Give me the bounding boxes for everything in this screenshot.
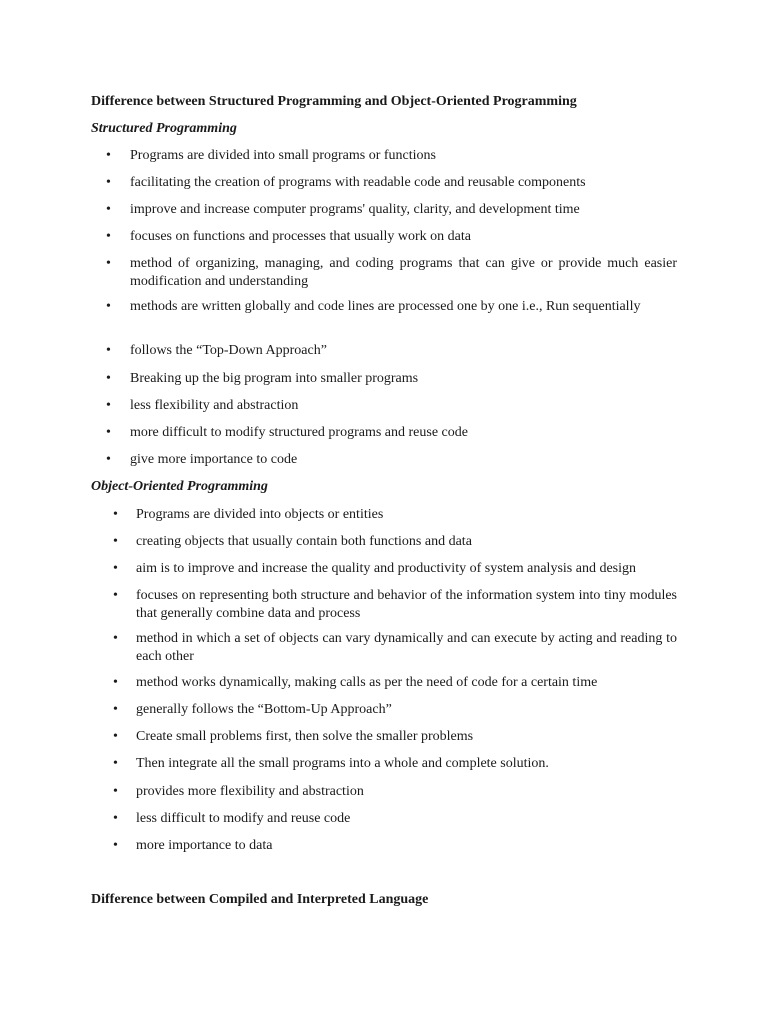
bullet-icon: •	[113, 507, 118, 522]
list-item-text: Then integrate all the small programs into a whole and complete solution.	[136, 756, 549, 771]
list-item	[113, 630, 677, 665]
list-item	[113, 837, 677, 855]
list-item	[113, 560, 677, 578]
bullet-icon: •	[113, 811, 118, 826]
bullet-icon: •	[113, 561, 118, 576]
bullet-icon: •	[106, 452, 111, 467]
bullet-icon: •	[113, 675, 118, 690]
list-item-text: improve and increase computer programs' quality, clarity, and development time	[130, 202, 580, 217]
bullet-icon: •	[113, 702, 118, 717]
list-item	[113, 810, 677, 828]
list-item	[113, 533, 677, 551]
bullet-icon: •	[113, 756, 118, 771]
list-item	[106, 298, 677, 316]
bullet-icon: •	[113, 729, 118, 744]
list-item	[113, 701, 677, 719]
heading-object-oriented-programming: Object-Oriented Programming	[91, 479, 268, 494]
list-item	[113, 506, 677, 524]
bullet-icon: •	[113, 534, 118, 549]
list-item-text: provides more flexibility and abstraction	[136, 784, 364, 799]
section-title-compiled-vs-interpreted: Difference between Compiled and Interpreted Language	[91, 892, 429, 907]
bullet-icon: •	[106, 343, 111, 358]
bullet-icon: •	[106, 148, 111, 163]
bullet-icon: •	[113, 588, 118, 603]
list-item	[113, 755, 677, 773]
section-title-structured-vs-oop: Difference between Structured Programming and Object-Oriented Programming	[91, 94, 577, 109]
list-item	[113, 587, 677, 622]
bullet-icon: •	[106, 229, 111, 244]
list-item-text: focuses on representing both structure and behavior of the information system into tiny modules that generally combine data and process	[136, 588, 677, 621]
list-item-text: Programs are divided into objects or entities	[136, 507, 384, 522]
list-item	[113, 728, 677, 746]
list-item-text: methods are written globally and code lines are processed one by one i.e., Run sequentially	[130, 299, 641, 314]
list-item	[106, 397, 677, 415]
list-item-text: less difficult to modify and reuse code	[136, 811, 351, 826]
list-item-text: generally follows the “Bottom-Up Approach”	[136, 702, 392, 717]
list-item-text: aim is to improve and increase the quality and productivity of system analysis and design	[136, 561, 637, 576]
list-item-text: method in which a set of objects can vary dynamically and can execute by acting and reading to each other	[136, 631, 677, 664]
list-item-text: Programs are divided into small programs or functions	[130, 148, 436, 163]
bullet-icon: •	[106, 202, 111, 217]
bullet-icon: •	[106, 299, 111, 314]
bullet-icon: •	[113, 784, 118, 799]
list-item-text: more importance to data	[136, 838, 273, 853]
list-item	[106, 370, 677, 388]
bullet-icon: •	[106, 371, 111, 386]
list-item-text: creating objects that usually contain both functions and data	[136, 534, 472, 549]
list-item	[106, 174, 677, 192]
bullet-icon: •	[106, 425, 111, 440]
heading-structured-programming: Structured Programming	[91, 121, 237, 136]
list-item-text: facilitating the creation of programs with readable code and reusable components	[130, 175, 586, 190]
bullet-icon: •	[106, 175, 111, 190]
bullet-icon: •	[106, 398, 111, 413]
list-item	[106, 255, 677, 290]
list-item-text: give more importance to code	[130, 452, 298, 467]
list-item	[113, 674, 677, 692]
list-item-text: more difficult to modify structured programs and reuse code	[130, 425, 468, 440]
list-item-text: method works dynamically, making calls as per the need of code for a certain time	[136, 675, 598, 690]
bullet-icon: •	[106, 256, 111, 271]
list-item	[106, 342, 677, 360]
list-item	[106, 228, 677, 246]
list-item	[106, 424, 677, 442]
bullet-icon: •	[113, 631, 118, 646]
list-item-text: method of organizing, managing, and coding programs that can give or provide much easier modification and understanding	[130, 256, 677, 289]
list-item	[106, 201, 677, 219]
list-item-text: Create small problems first, then solve the smaller problems	[136, 729, 474, 744]
list-item	[106, 147, 677, 165]
list-item-text: follows the “Top-Down Approach”	[130, 343, 327, 358]
list-item-text: Breaking up the big program into smaller programs	[130, 371, 419, 386]
list-item	[113, 783, 677, 801]
list-item-text: less flexibility and abstraction	[130, 398, 299, 413]
list-item-text: focuses on functions and processes that usually work on data	[130, 229, 471, 244]
list-item	[106, 451, 677, 469]
bullet-icon: •	[113, 838, 118, 853]
